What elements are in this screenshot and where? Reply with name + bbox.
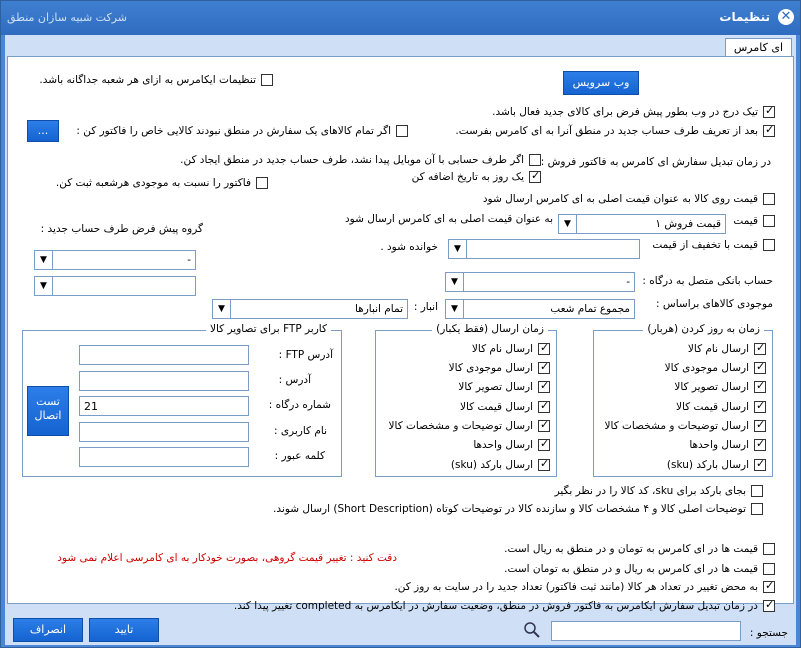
password-input[interactable] <box>79 447 249 467</box>
live-item-label: ارسال توضیحات و مشخصات کالا <box>604 420 749 432</box>
once-item-label: ارسال تصویر کالا <box>458 381 533 393</box>
bank-combo[interactable] <box>445 272 635 292</box>
convert-label: در زمان تبدیل سفارش ای کامرس به فاکتور فروش : <box>540 156 771 168</box>
address-input[interactable] <box>79 371 249 391</box>
once-item[interactable] <box>460 401 550 413</box>
oneday-label: یک روز به تاریخ اضافه کن <box>411 171 524 183</box>
once-item-label: ارسال بارکد (sku) <box>450 459 533 471</box>
title-bar <box>1 1 800 35</box>
once-checkbox[interactable] <box>538 401 550 413</box>
once-item[interactable] <box>449 362 550 374</box>
send-party-label: بعد از تعریف طرف حساب جدید در منطق آنرا به ای کامرس بفرست. <box>455 125 758 137</box>
invoice-stock-checkbox[interactable] <box>256 177 268 189</box>
mobile-label: اگر طرف حسابی با آن موبایل پیدا نشد، طرف حساب جدید در منطق ایجاد کن. <box>180 154 524 166</box>
port-label: شماره درگاه : <box>268 399 331 411</box>
completed-label: در زمان تبدیل سفارش ایکامرس به فاکتور فروش در منطق، وضعیت سفارش در ایکامرس به completed تغییر پیدا کند. <box>233 600 758 612</box>
close-icon[interactable]: ✕ <box>778 9 794 25</box>
option-all-items[interactable] <box>76 125 408 137</box>
price-combo-text: قیمت فروش ۱ <box>655 218 721 230</box>
live-item[interactable] <box>674 381 766 393</box>
username-input[interactable] <box>79 422 249 442</box>
stock-label: موجودی کالاهای براساس : <box>656 298 773 310</box>
completed-checkbox[interactable] <box>763 600 775 612</box>
desc-checkbox[interactable] <box>751 503 763 515</box>
invoice-stock-label: فاکتور را نسبت به موجودی هرشعبه ثبت کن. <box>55 177 251 189</box>
all-items-label: اگر تمام کالاهای یک سفارش در منطق نبودند کالایی خاص را فاکتور کن : <box>76 125 391 137</box>
live-checkbox[interactable] <box>754 459 766 471</box>
address-label: آدرس : <box>278 374 311 386</box>
live-item-label: ارسال تصویر کالا <box>674 381 749 393</box>
send-once-title: زمان ارسال (فقط یکبار) <box>432 323 548 335</box>
branch-label: تنظیمات ایکامرس به ازای هر شعبه جداگانه باشد. <box>39 74 256 86</box>
qty-label: به محض تغییر در تعداد هر کالا (مانند ثبت فاکتور) تعداد جدید را در سایت به روز کن. <box>394 581 758 593</box>
live-checkbox[interactable] <box>754 362 766 374</box>
once-checkbox[interactable] <box>538 420 550 432</box>
once-item[interactable] <box>458 381 550 393</box>
port-value: 21 <box>84 400 98 413</box>
once-checkbox[interactable] <box>538 362 550 374</box>
ftp-group <box>22 323 342 477</box>
live-item-label: ارسال نام کالا <box>687 343 749 355</box>
search-label: جستجو : <box>749 627 788 639</box>
ftp-address-label: آدرس FTP : <box>278 349 333 361</box>
chevron-down-icon[interactable]: ▼ <box>559 215 577 233</box>
chevron-down-icon[interactable]: ▼ <box>35 251 53 269</box>
price-main-checkbox[interactable] <box>763 193 775 205</box>
qty-checkbox[interactable] <box>763 581 775 593</box>
group-combo[interactable] <box>34 250 196 270</box>
bottom-bar <box>5 615 796 645</box>
settings-panel <box>7 56 794 612</box>
once-item-label: ارسال توضیحات و مشخصات کالا <box>388 420 533 432</box>
once-checkbox[interactable] <box>538 381 550 393</box>
web-service-button[interactable]: وب سرویس <box>563 71 639 95</box>
rial-checkbox[interactable] <box>763 563 775 575</box>
live-item[interactable] <box>665 362 766 374</box>
chevron-down-icon[interactable]: ▼ <box>213 300 231 318</box>
live-checkbox[interactable] <box>754 343 766 355</box>
option-branch[interactable] <box>39 74 273 86</box>
option-price-main[interactable] <box>483 193 775 205</box>
barcode-label: بجای بارکد برای sku، کد کالا را در نظر بگیر <box>554 485 746 497</box>
bank-combo-text: - <box>626 276 630 288</box>
live-checkbox[interactable] <box>754 401 766 413</box>
warehouse-combo-text: تمام انبارها <box>354 303 403 315</box>
live-checkbox[interactable] <box>754 439 766 451</box>
branch-checkbox[interactable] <box>261 74 273 86</box>
group-combo-text: - <box>187 254 191 266</box>
live-item[interactable] <box>605 420 766 432</box>
ok-label: تایید <box>114 623 134 636</box>
once-checkbox[interactable] <box>538 459 550 471</box>
live-checkbox[interactable] <box>754 420 766 432</box>
test-connection-button[interactable]: تست اتصال <box>27 386 69 436</box>
live-update-title: زمان به روز کردن (هربار) <box>643 323 764 335</box>
once-checkbox[interactable] <box>538 343 550 355</box>
once-item[interactable] <box>389 420 550 432</box>
warehouse-combo[interactable] <box>212 299 408 319</box>
port-input[interactable] <box>79 396 249 416</box>
once-item[interactable] <box>472 343 550 355</box>
chevron-down-icon[interactable]: ▼ <box>446 273 464 291</box>
stock-default-label: تیک درج در وب بطور پیش فرض برای کالای جدید فعال باشد. <box>492 106 758 118</box>
group-default-label: گروه پیش فرض طرف حساب جدید : <box>40 223 203 235</box>
live-item-label: ارسال واحدها <box>689 439 749 451</box>
price-checkbox[interactable] <box>763 215 775 227</box>
warehouse-label: انبار : <box>413 301 438 313</box>
once-item-label: ارسال واحدها <box>473 439 533 451</box>
price-label: قیمت <box>733 215 758 227</box>
discount-label: قیمت با تخفیف از قیمت <box>652 239 758 251</box>
tab-bar <box>5 35 796 57</box>
ftp-title: کاربر FTP برای تصاویر کالا <box>206 323 331 335</box>
live-item-label: ارسال موجودی کالا <box>664 362 749 374</box>
once-item-label: ارسال نام کالا <box>471 343 533 355</box>
search-icon[interactable] <box>523 621 541 639</box>
ftp-address-input[interactable] <box>79 345 249 365</box>
send-once-group <box>375 323 557 477</box>
option-rial[interactable] <box>504 563 775 575</box>
live-item[interactable] <box>676 401 766 413</box>
bank-label: حساب بانکی متصل به درگاه : <box>642 275 773 287</box>
send-party-checkbox[interactable] <box>763 125 775 137</box>
option-toman[interactable] <box>504 543 775 555</box>
option-invoice-stock[interactable] <box>56 177 268 189</box>
option-price[interactable] <box>733 215 775 227</box>
live-item[interactable] <box>689 439 766 451</box>
cancel-button[interactable] <box>13 618 83 642</box>
ok-button[interactable] <box>89 618 159 642</box>
discount-checkbox[interactable] <box>763 239 775 251</box>
password-label: کلمه عبور : <box>274 450 325 462</box>
window-body <box>5 35 796 645</box>
price-combo[interactable] <box>558 214 726 234</box>
warning-text: دقت کنید : تغییر قیمت گروهی، بصورت خودکار به ای کامرسی اعلام نمی شود <box>57 552 397 564</box>
option-discount[interactable] <box>652 239 775 251</box>
option-send-party[interactable] <box>455 125 775 137</box>
live-item-label: ارسال قیمت کالا <box>675 401 749 413</box>
option-completed[interactable] <box>234 600 775 612</box>
live-item[interactable] <box>688 343 766 355</box>
option-stock-default[interactable] <box>492 106 775 118</box>
once-item-label: ارسال قیمت کالا <box>459 401 533 413</box>
mobile-checkbox[interactable] <box>529 154 541 166</box>
option-mobile[interactable] <box>180 154 541 166</box>
search-input[interactable] <box>551 621 741 641</box>
stock-combo[interactable] <box>445 299 635 319</box>
stock-default-checkbox[interactable] <box>763 106 775 118</box>
rial-label: قیمت ها در ای کامرس به ریال و در منطق به تومان است. <box>504 563 758 575</box>
company-name: شرکت شبیه سازان منطق <box>7 11 127 24</box>
tab-ecommerce[interactable]: ای کامرس <box>725 38 792 56</box>
oneday-checkbox[interactable] <box>529 171 541 183</box>
once-item-label: ارسال موجودی کالا <box>448 362 533 374</box>
window-title: تنظیمات <box>719 10 770 24</box>
discount-combo[interactable] <box>448 239 640 259</box>
option-barcode[interactable] <box>555 485 763 497</box>
barcode-checkbox[interactable] <box>751 485 763 497</box>
once-item[interactable] <box>451 459 550 471</box>
live-checkbox[interactable] <box>754 381 766 393</box>
stock-combo-text: مجموع تمام شعب <box>550 303 630 315</box>
option-oneday[interactable] <box>412 171 541 183</box>
toman-label: قیمت ها در ای کامرس به تومان و در منطق به ریال است. <box>504 543 758 555</box>
once-checkbox[interactable] <box>538 439 550 451</box>
all-items-checkbox[interactable] <box>396 125 408 137</box>
live-update-group <box>593 323 773 477</box>
chevron-down-icon[interactable]: ▼ <box>35 277 53 295</box>
desc-label: توضیحات اصلی کالا و ۴ مشخصات کالا و سازنده کالا در توضیحات کوتاه (Short Description) ارسال شوند. <box>273 503 746 515</box>
chevron-down-icon[interactable]: ▼ <box>449 240 467 258</box>
username-label: نام کاربری : <box>273 425 327 437</box>
toman-checkbox[interactable] <box>763 543 775 555</box>
live-item[interactable] <box>667 459 766 471</box>
secondary-combo[interactable] <box>34 276 196 296</box>
dots-button[interactable]: ... <box>27 120 59 142</box>
live-item-label: ارسال بارکد (sku) <box>666 459 749 471</box>
price-main-suffix: به عنوان قیمت اصلی به ای کامرس ارسال شود <box>344 213 553 225</box>
read-label: خوانده شود . <box>380 241 438 253</box>
price-main-label: قیمت روی کالا به عنوان قیمت اصلی به ای کامرس ارسال شود <box>482 193 758 205</box>
option-desc[interactable] <box>273 503 763 515</box>
cancel-label: انصراف <box>29 623 67 636</box>
option-qty[interactable] <box>394 581 775 593</box>
chevron-down-icon[interactable]: ▼ <box>446 300 464 318</box>
once-item[interactable] <box>473 439 550 451</box>
